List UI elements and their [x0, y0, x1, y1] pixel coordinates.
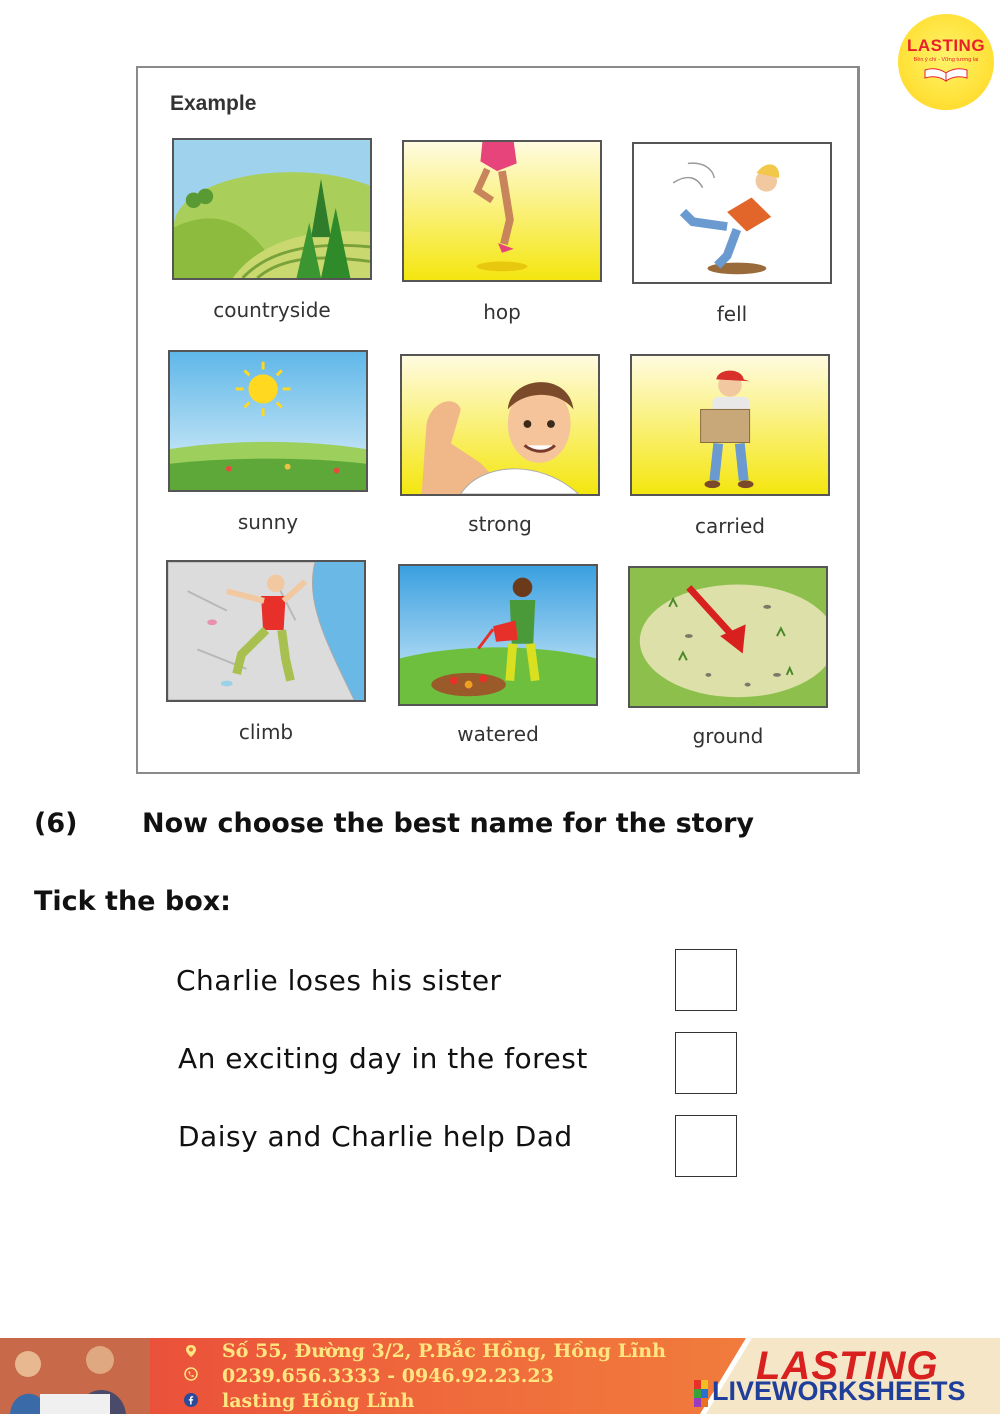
word-label: sunny — [237, 510, 299, 534]
instruction-text: Tick the box: — [34, 886, 231, 917]
footer-facebook — [186, 1390, 414, 1412]
watered-picture — [398, 564, 598, 706]
option-checkbox[interactable] — [675, 1032, 737, 1094]
fell-picture — [632, 142, 832, 284]
carried-picture — [630, 354, 830, 496]
word-label: carried — [695, 514, 765, 538]
option-checkbox[interactable] — [675, 949, 737, 1011]
strong-picture — [400, 354, 600, 496]
word-label: watered — [457, 722, 539, 746]
footer-address — [186, 1340, 666, 1362]
logo-tagline: Bền ý chí - Vững tương lai — [913, 56, 979, 63]
option-checkbox[interactable] — [675, 1115, 737, 1177]
logo-brand: LASTING — [906, 35, 986, 55]
question-text: Now choose the best name for the story — [142, 808, 755, 839]
word-label: fell — [716, 302, 748, 326]
sunny-picture — [168, 350, 368, 492]
climb-picture — [166, 560, 366, 702]
footer-address-text: Số 55, Đường 3/2, P.Bắc Hồng, Hồng Lĩnh — [222, 1340, 666, 1362]
footer-phone — [186, 1365, 554, 1387]
footer-facebook-text: lasting Hồng Lĩnh — [222, 1390, 415, 1412]
option-label: Charlie loses his sister — [176, 964, 502, 997]
question-number: (6) — [34, 808, 78, 839]
liveworksheets-icon — [694, 1380, 708, 1408]
vocabulary-panel — [136, 66, 860, 774]
students-photo — [0, 1338, 150, 1414]
footer-brand: LASTING — [756, 1344, 939, 1388]
word-label: hop — [483, 300, 521, 324]
hop-picture — [402, 140, 602, 282]
book-icon — [923, 67, 969, 83]
footer-banner — [0, 1338, 1000, 1414]
option-label: Daisy and Charlie help Dad — [178, 1120, 573, 1153]
word-label: climb — [238, 720, 294, 744]
liveworksheets-watermark: LIVEWORKSHEETS — [712, 1376, 966, 1406]
word-label: strong — [468, 512, 532, 536]
panel-title: Example — [170, 92, 257, 115]
lasting-logo — [898, 14, 994, 110]
countryside-picture — [172, 138, 372, 280]
ground-picture — [628, 566, 828, 708]
option-label: An exciting day in the forest — [178, 1042, 588, 1075]
word-label: ground — [692, 724, 764, 748]
word-label: countryside — [213, 298, 331, 322]
footer-phone-text: 0239.656.3333 - 0946.92.23.23 — [222, 1365, 554, 1387]
